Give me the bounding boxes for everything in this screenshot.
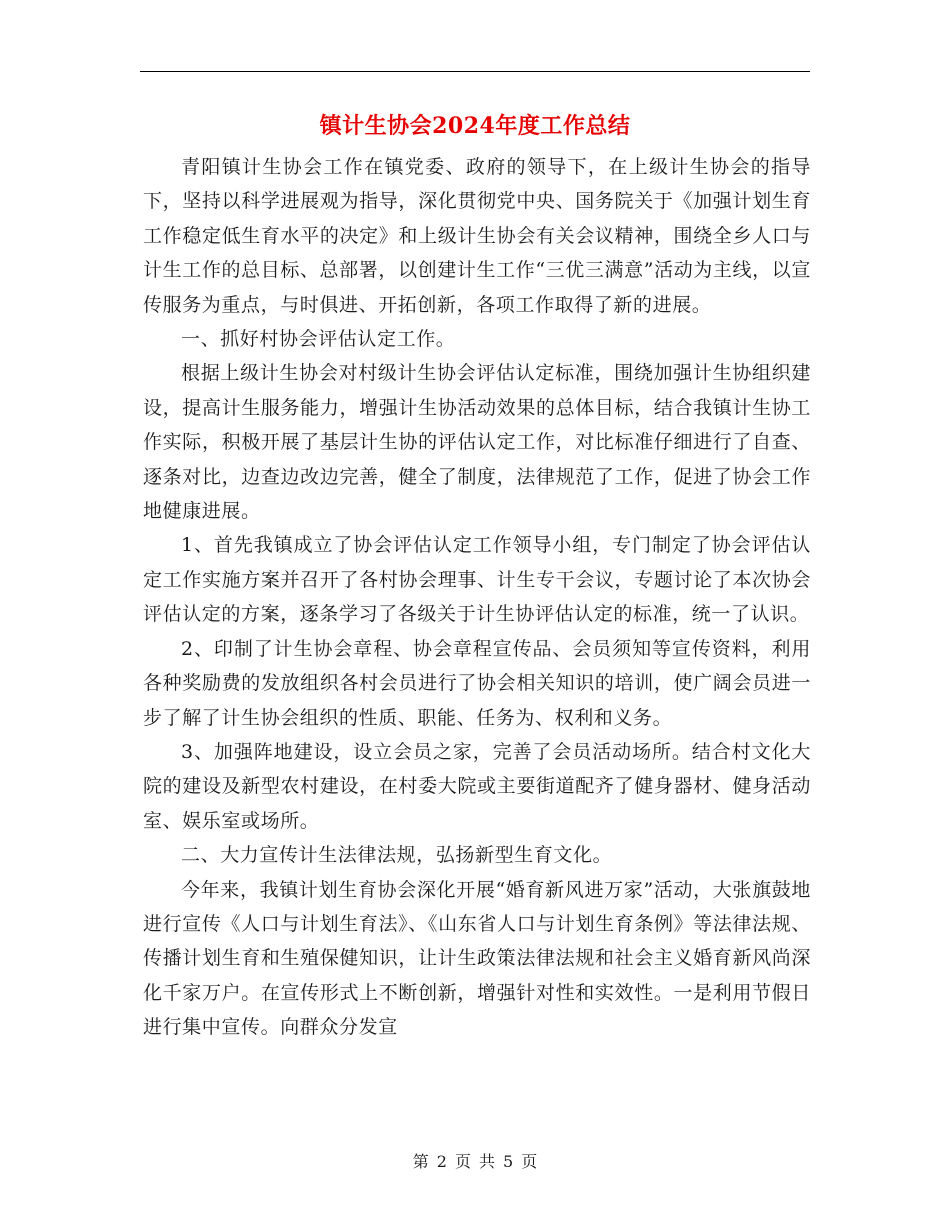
page-footer — [0, 1150, 950, 1174]
footer-total-pages: 5 — [503, 1152, 514, 1171]
document-body — [143, 150, 811, 1045]
footer-current-page: 2 — [436, 1152, 447, 1171]
footer-total-unit: 页 — [521, 1152, 538, 1171]
header-rule — [140, 71, 810, 72]
footer-total-prefix: 共 — [479, 1152, 496, 1171]
section-heading-2: 二、大力宣传计生法律法规，弘扬新型生育文化。 — [181, 844, 613, 867]
document-title: 镇计生协会2024年度工作总结 — [319, 113, 631, 139]
paragraph-intro: 青阳镇计生协会工作在镇党委、政府的领导下，在上级计生协会的指导下，坚持以科学进展观为指导，深化贯彻党中央、国务院关于《加强计划生育工作稳定低生育水平的决定》和上级计生协会有关会议精神，围绕全乡人口与计生工作的总目标、总部署，以创建计生工作“三优三满意”活动为主线，以宣传服务为重点，与时俱进、开拓创新，各项工作取得了新的进展。 — [143, 156, 811, 316]
footer-page-unit: 页 — [454, 1152, 471, 1171]
paragraph-section-1: 根据上级计生协会对村级计生协会评估认定标准，围绕加强计生协组织建设，提高计生服务能力，增强计生协活动效果的总体目标，结合我镇计生协工作实际，积极开展了基层计生协的评估认定工作，对比标准仔细进行了自查、逐条对比，边查边改边完善，健全了制度，法律规范了工作，促进了协会工作地健康进展。 — [143, 362, 811, 523]
paragraph-item-2: 2、印制了计生协会章程、协会章程宣传品、会员须知等宣传资料，利用各种奖励费的发放组织各村会员进行了协会相关知识的培训，使广阔会员进一步了解了计生协会组织的性质、职能、任务为、权利和义务。 — [143, 637, 811, 729]
paragraph-section-2: 今年来，我镇计划生育协会深化开展“婚育新风进万家”活动，大张旗鼓地进行宣传《人口与计划生育法》、《山东省人口与计划生育条例》等法律法规、传播计划生育和生殖保健知识，让计生政策法律法规和社会主义婚育新风尚深化千家万户。在宣传形式上不断创新，增强针对性和实效性。一是利用节假日进行集中宣传。向群众分发宣 — [143, 878, 811, 1039]
section-heading-1: 一、抓好村协会评估认定工作。 — [181, 328, 456, 351]
footer-prefix: 第 — [412, 1152, 429, 1171]
paragraph-item-1: 1、首先我镇成立了协会评估认定工作领导小组，专门制定了协会评估认定工作实施方案并召开了各村协会理事、计生专干会议，专题讨论了本次协会评估认定的方案，逐条学习了各级关于计生协评估认定的标准，统一了认识。 — [143, 534, 811, 626]
paragraph-item-3: 3、加强阵地建设，设立会员之家，完善了会员活动场所。结合村文化大院的建设及新型农村建设，在村委大院或主要街道配齐了健身器材、健身活动室、娱乐室或场所。 — [143, 740, 811, 832]
